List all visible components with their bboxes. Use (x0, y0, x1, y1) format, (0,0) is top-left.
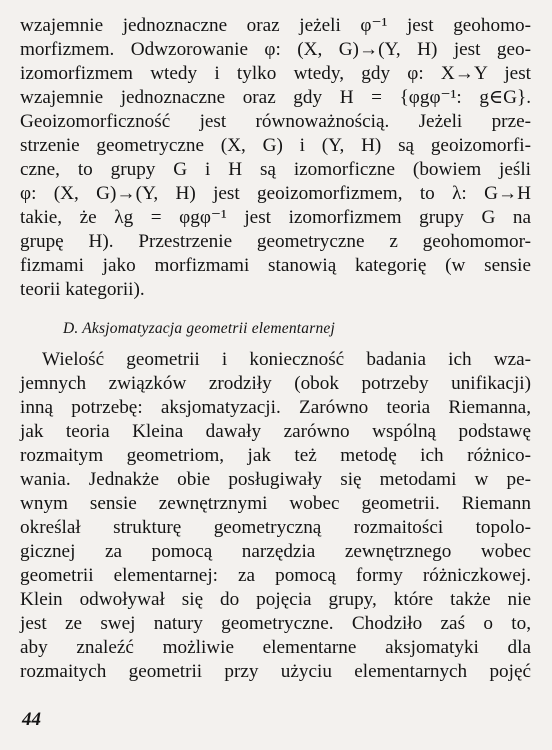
text-line: wania. Jednakże obie posługiwały się metodami w pe- (20, 469, 531, 490)
text-line: wzajemnie jednoznaczne oraz gdy H = {φgφ⁻¹: g∈G}. (20, 87, 531, 108)
text-line: rozmaitych geometrii przy użyciu elementarnych pojęć (20, 661, 531, 682)
text-line: Klein odwoływał się do pojęcia grupy, które także nie (20, 589, 531, 610)
text-line: Geoizomorficzność jest równoważnością. Jeżeli prze- (20, 111, 531, 132)
text-line: określał strukturę geometryczną rozmaitości topolo- (20, 517, 531, 538)
text-line: aby znaleźć możliwie elementarne aksjomatyki dla (20, 637, 531, 658)
text-line: jemnych związków zrodziły (obok potrzeby unifikacji) (20, 373, 531, 394)
text-line: morfizmem. Odwzorowanie φ: (X, G)→(Y, H) jest geo- (20, 39, 531, 60)
section-heading: D. Aksjomatyzacja geometrii elementarnej (63, 320, 336, 337)
text-line: wzajemnie jednoznaczne oraz jeżeli φ⁻¹ jest geohomo- (20, 15, 531, 36)
text-line: φ: (X, G)→(Y, H) jest geoizomorfizmem, to λ: G→H (20, 183, 531, 204)
text-line: strzenie geometryczne (X, G) i (Y, H) są geoizomorfi- (20, 135, 531, 156)
text-line: wnym sensie zewnętrznymi wobec geometrii. Riemann (20, 493, 531, 514)
text-line: jak teoria Kleina dawały zarówno wspólną podstawę (20, 421, 531, 442)
text-line: geometrii elementarnej: za pomocą formy różniczkowej. (20, 565, 531, 586)
page-number: 44 (22, 709, 41, 730)
text-line: teorii kategorii). (20, 279, 145, 300)
text-line: czne, to grupy G i H są izomorficzne (bowiem jeśli (20, 159, 531, 180)
text-line: gicznej za pomocą narzędzia zewnętrznego wobec (20, 541, 531, 562)
text-line: jest ze swej natury geometryczne. Chodziło zaś o to, (20, 613, 531, 634)
text-line: takie, że λg = φgφ⁻¹ jest izomorfizmem grupy G na (20, 207, 531, 228)
text-line: inną potrzebę: aksjomatyzacji. Zarówno teoria Riemanna, (20, 397, 531, 418)
text-line: rozmaitym geometriom, jak też metodę ich różnico- (20, 445, 531, 466)
text-line: fizmami jako morfizmami stanowią kategorię (w sensie (20, 255, 531, 276)
text-line: izomorfizmem wtedy i tylko wtedy, gdy φ: X→Y jest (20, 63, 531, 84)
text-line: Wielość geometrii i konieczność badania ich wza- (42, 349, 531, 370)
text-line: grupę H). Przestrzenie geometryczne z geohomomor- (20, 231, 531, 252)
